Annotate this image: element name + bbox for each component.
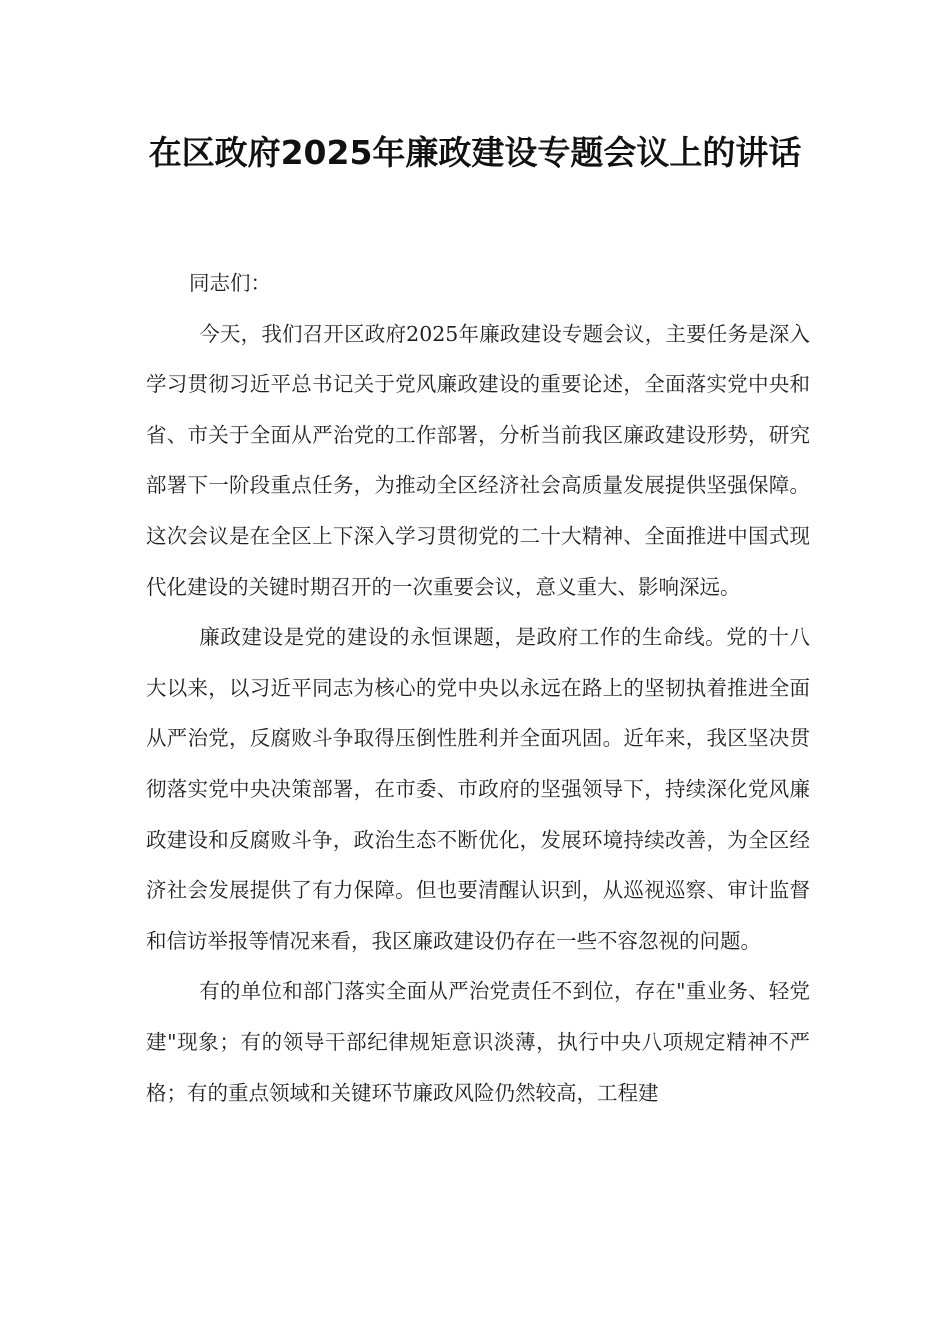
salutation: 同志们：	[189, 271, 272, 295]
document-body	[146, 258, 810, 1118]
paragraph-2: 廉政建设是党的建设的永恒课题，是政府工作的生命线。党的十八大以来，以习近平同志为核心的党中央以永远在路上的坚韧执着推进全面从严治党，反腐败斗争取得压倒性胜利并全面巩固。近年来，我区坚决贯彻落实党中央决策部署，在市委、市政府的坚强领导下，持续深化党风廉政建设和反腐败斗争，政治生态不断优化，发展环境持续改善，为全区经济社会发展提供了有力保障。但也要清醒认识到，从巡视巡察、审计监督和信访举报等情况来看，我区廉政建设仍存在一些不容忽视的问题。	[146, 625, 810, 953]
paragraph-3: 有的单位和部门落实全面从严治党责任不到位，存在"重业务、轻党建"现象；有的领导干部纪律规矩意识淡薄，执行中央八项规定精神不严格；有的重点领域和关键环节廉政风险仍然较高，工程建	[146, 979, 810, 1105]
document-title: 在区政府2025年廉政建设专题会议上的讲话	[148, 133, 802, 172]
paragraph-1: 今天，我们召开区政府2025年廉政建设专题会议，主要任务是深入学习贯彻习近平总书记关于党风廉政建设的重要论述，全面落实党中央和省、市关于全面从严治党的工作部署，分析当前我区廉政建设形势，研究部署下一阶段重点任务，为推动全区经济社会高质量发展提供坚强保障。这次会议是在全区上下深入学习贯彻党的二十大精神、全面推进中国式现代化建设的关键时期召开的一次重要会议，意义重大、影响深远。	[146, 321, 810, 599]
